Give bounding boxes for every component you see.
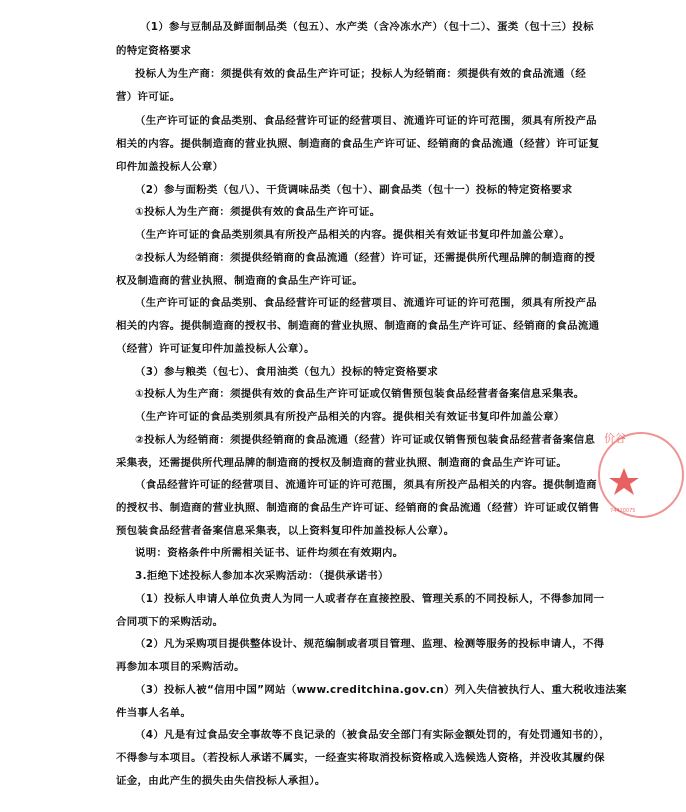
- text-line: 再参加本项目的采购活动。: [116, 661, 245, 673]
- text-line: 不得参与本项目。（若投标人承诺不属实，一经查实将取消投标资格或入选候选人资格，并没收其履约保: [116, 752, 605, 764]
- text-line: ②投标人为经销商：须提供经销商的食品流通（经营）许可证或仅销售预包装食品经营者备案信息: [135, 434, 596, 446]
- text-line: （食品经营许可证的经营项目、流通许可证的许可范围，须具有所投产品相关的内容。提供制造商: [135, 479, 597, 491]
- text-line: 权及制造商的营业执照、制造商的食品生产许可证。: [116, 275, 364, 287]
- text-line: ①投标人为生产商：须提供有效的食品生产许可证或仅销售预包装食品经营者备案信息采集表。: [135, 388, 585, 400]
- text-line: 相关的内容。提供制造商的营业执照、制造商的食品生产许可证、经销商的食品流通（经营）许可证复: [116, 138, 600, 150]
- red-seal-stamp: [596, 420, 686, 530]
- text-line: （生产许可证的食品类别、食品经营许可证的经营项目、流通许可证的许可范围，须具有所投产品: [135, 115, 597, 127]
- text-line: 预包装食品经营者备案信息采集表，以上资料复印件加盖投标人公章）。: [116, 525, 455, 537]
- text-line: （3）参与粮类（包七）、食用油类（包九）投标的特定资格要求: [135, 366, 439, 378]
- text-line: 采集表，还需提供所代理品牌的制造商的授权及制造商的营业执照、制造商的食品生产许可证。: [116, 457, 568, 469]
- text-line: 印件加盖投标人公章）: [116, 161, 224, 173]
- text-line: （生产许可证的食品类别、食品经营许可证的经营项目、流通许可证的许可范围，须具有所投产品: [135, 297, 597, 309]
- text-line: 相关的内容。提供制造商的授权书、制造商的营业执照、制造商的食品生产许可证、经销商的食品流通: [116, 320, 600, 332]
- text-line: ①投标人为生产商：须提供有效的食品生产许可证。: [135, 206, 381, 218]
- text-line: 合同项下的采购活动。: [116, 616, 224, 628]
- text-line: （4）凡是有过食品安全事故等不良记录的（被食品安全部门有实际金额处罚的，有处罚通知书的），: [135, 729, 610, 741]
- text-line: （生产许可证的食品类别须具有所投产品相关的内容。提供相关有效证书复印件加盖公章）: [135, 411, 565, 423]
- text-line: （1）参与豆制品及鲜面制品类（包五）、水产类（含冷冻水产）（包十二）、蛋类（包十三）投标: [140, 21, 594, 33]
- text-line: （3）投标人被“信用中国”网站（www.creditchina.gov.cn）列入失信被执行人、重大税收违法案: [135, 684, 627, 696]
- text-line: （2）凡为采购项目提供整体设计、规范编制或者项目管理、监理、检测等服务的投标申请人，不得: [135, 638, 605, 650]
- text-line: 营）许可证。: [116, 91, 181, 103]
- text-line: （1）投标人申请人单位负责人为同一人或者存在直接控股、管理关系的不同投标人，不得参加同一: [135, 593, 605, 605]
- text-line: ②投标人为经销商：须提供经销商的食品流通（经营）许可证，还需提供所代理品牌的制造商的授: [135, 252, 596, 264]
- seal-star-icon: [609, 468, 639, 495]
- seal-text: 价谷: [604, 432, 626, 445]
- text-line: 的特定资格要求: [116, 45, 192, 57]
- text-line: 投标人为生产商：须提供有效的食品生产许可证；投标人为经销商：须提供有效的食品流通（经: [135, 68, 587, 80]
- text-line: 3.拒绝下述投标人参加本次采购活动：（提供承诺书）: [135, 570, 389, 582]
- text-line: 证金，由此产生的损失由失信投标人承担）。: [116, 775, 326, 787]
- text-line: 件当事人名单。: [116, 707, 192, 719]
- text-line: （经营）许可证复印件加盖投标人公章）。: [116, 343, 315, 355]
- text-line: 的授权书、制造商的营业执照、制造商的食品生产许可证、经销商的食品流通（经营）许可证或仅销售: [116, 502, 600, 514]
- text-line: 说明：资格条件中所需相关证书、证件均须在有效期内。: [135, 547, 404, 559]
- seal-code: 74420075: [610, 508, 636, 514]
- text-line: （2）参与面粉类（包八）、干货调味品类（包十）、副食品类（包十一）投标的特定资格要求: [135, 184, 573, 196]
- text-line: （生产许可证的食品类别须具有所投产品相关的内容。提供相关有效证书复印件加盖公章）。: [135, 229, 571, 241]
